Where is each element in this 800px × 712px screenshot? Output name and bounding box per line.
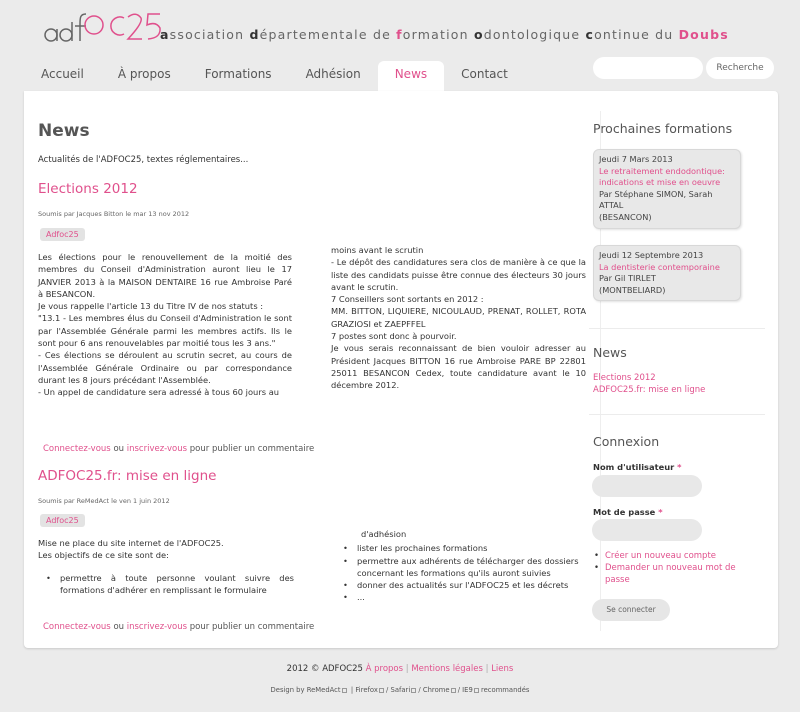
paragraph: Je vous serais reconnaissant de bien vouloir adresser au Président Jacques BITTON 16 rue Ambroise PARE BP 22801 25011 BESANCON Cedex, toute candidature avant le 10 décembre 2012. xyxy=(331,343,586,391)
external-link-icon xyxy=(379,688,384,693)
event-place: (MONTBELIARD) xyxy=(599,284,666,295)
list-item: • donner des actualités sur l'ADFOC25 et les décrets xyxy=(335,579,587,591)
tagline-word: départementale xyxy=(249,27,368,42)
tab-accueil[interactable]: Accueil xyxy=(41,67,84,81)
paragraph: d'adhésion xyxy=(361,529,407,539)
external-link-icon xyxy=(411,688,416,693)
list-item: • lister les prochaines formations xyxy=(335,542,587,554)
search-button[interactable]: Recherche xyxy=(706,57,774,79)
sidebar-divider xyxy=(589,414,765,415)
event-speaker: Par Stéphane SIMON, Sarah ATTAL xyxy=(599,188,713,211)
paragraph: 7 Conseillers sont sortants en 2012 : xyxy=(331,294,484,305)
article-body-col1 xyxy=(38,251,292,399)
article-title[interactable]: ADFOC25.fr: mise en ligne xyxy=(38,468,217,484)
event-place: (BESANCON) xyxy=(599,211,652,222)
browser-link[interactable]: Chrome xyxy=(422,686,450,694)
search-input[interactable] xyxy=(593,57,703,79)
main-nav xyxy=(24,61,525,91)
paragraph: moins avant le scrutin xyxy=(331,245,424,255)
paragraph: - Le dépôt des candidatures sera clos de manière à ce que la liste des candidats puisse être connue des électeurs 30 jours avant le scrutin. xyxy=(331,257,586,292)
upcoming-trainings-title: Prochaines formations xyxy=(593,121,733,136)
list-item: • permettre aux adhérents de télécharger des dossiers concernant les formations qu'ils auront suivies xyxy=(335,555,587,580)
login-title: Connexion xyxy=(593,434,660,449)
news-link[interactable]: Elections 2012 xyxy=(593,373,656,383)
paragraph: Les objectifs de ce site sont de: xyxy=(38,550,169,561)
news-link[interactable]: ADFOC25.fr: mise en ligne xyxy=(593,385,706,395)
article-body-col2 xyxy=(331,244,586,392)
comment-links: Connectez-vous ou inscrivez-vous pour publier un commentaire xyxy=(43,622,315,632)
objectives-list xyxy=(38,572,294,597)
paragraph: Les élections pour le renouvellement de la moitié des membres du Conseil d'Administration auront lieu le 17 JANVIER 2013 à la MAISON DENTAIRE 16 rue Ambroise Paré à BESANCON. xyxy=(38,252,292,299)
tab-formations[interactable]: Formations xyxy=(204,67,272,81)
paragraph: Mise ne place du site internet de l'ADFOC25. xyxy=(38,538,224,548)
article-tag[interactable]: Adfoc25 xyxy=(40,228,85,241)
footer-link[interactable]: Liens xyxy=(491,664,514,674)
event-card[interactable] xyxy=(593,149,741,229)
paragraph: Je vous rappelle l'article 13 du Titre IV de nos statuts : xyxy=(38,301,264,312)
article-body-col2 xyxy=(335,528,587,604)
tagline-word: du xyxy=(655,27,674,42)
copyright: 2012 © ADFOC25 xyxy=(286,664,363,674)
article-title[interactable]: Elections 2012 xyxy=(38,181,138,197)
external-link-icon xyxy=(474,688,479,693)
designer-link[interactable]: ReMedAct xyxy=(306,686,341,694)
password-label: Mot de passe * xyxy=(593,507,663,517)
browser-link[interactable]: Firefox xyxy=(355,686,378,694)
page-intro: Actualités de l'ADFOC25, textes réglementaires... xyxy=(38,155,249,165)
create-account-link[interactable]: Créer un nouveau compte xyxy=(605,551,717,561)
site-tagline xyxy=(160,27,729,42)
footer-link[interactable]: À propos xyxy=(365,664,404,674)
tagline-word: formation xyxy=(396,27,469,42)
page-title: News xyxy=(38,121,90,141)
password-input[interactable] xyxy=(592,519,702,541)
objectives-list xyxy=(335,542,587,603)
event-title: Le retraitement endodontique: indications et mise en oeuvre xyxy=(599,165,725,188)
sidebar-news-title: News xyxy=(593,345,627,360)
register-link[interactable]: inscrivez-vous xyxy=(126,444,188,454)
sidebar-divider xyxy=(589,328,765,329)
external-link-icon xyxy=(342,688,347,693)
article-submitted: Soumis par Jacques Bitton le mar 13 nov 2012 xyxy=(38,210,190,218)
article-tag[interactable]: Adfoc25 xyxy=(40,514,85,527)
tab-adhesion[interactable]: Adhésion xyxy=(305,67,361,81)
article-body-col1 xyxy=(38,537,294,596)
tagline-word: de xyxy=(372,27,391,42)
paragraph: 7 postes sont donc à pourvoir. xyxy=(331,331,457,342)
tagline-word: association xyxy=(160,27,245,42)
paragraph: "13.1 - Les membres élus du Conseil d'Administration le sont par l'Assemblée Générale parmi les membres actifs. Ils le sont pour 6 ans renouvelables par moitié tous les 3 ans." xyxy=(38,313,292,349)
register-link[interactable]: inscrivez-vous xyxy=(126,622,188,632)
paragraph: MM. BITTON, LIQUIERE, NICOULAUD, PRENAT, ROLLET, ROTA GRAZIOSI et ZAEPFFEL xyxy=(331,306,586,329)
account-links xyxy=(592,550,742,586)
tagline-word: continue xyxy=(585,27,650,42)
request-password-link[interactable]: Demander un nouveau mot de passe xyxy=(605,563,736,585)
footer-links: 2012 © ADFOC25 À propos | Mentions légales | Liens xyxy=(286,664,514,674)
external-link-icon xyxy=(451,688,456,693)
username-label: Nom d'utilisateur * xyxy=(593,462,682,472)
comment-links: Connectez-vous ou inscrivez-vous pour publier un commentaire xyxy=(43,444,315,454)
login-link[interactable]: Connectez-vous xyxy=(43,444,111,454)
tab-a-propos[interactable]: À propos xyxy=(117,67,171,81)
event-date: Jeudi 7 Mars 2013 xyxy=(599,154,673,164)
event-title: La dentisterie contemporaine xyxy=(599,261,720,272)
event-date: Jeudi 12 Septembre 2013 xyxy=(599,250,704,260)
site-logo[interactable] xyxy=(44,12,162,46)
tab-contact[interactable]: Contact xyxy=(461,67,508,81)
username-input[interactable] xyxy=(592,475,702,497)
browser-link[interactable]: IE9 xyxy=(462,686,473,694)
footer-link[interactable]: Mentions légales xyxy=(411,664,483,674)
article-submitted: Soumis par ReMedAct le ven 1 juin 2012 xyxy=(38,497,170,505)
event-speaker: Par Gil TIRLET xyxy=(599,273,656,284)
list-item: • permettre à toute personne voulant suivre des formations d'adhérer en remplissant le formulaire xyxy=(38,572,294,597)
list-item: • ... xyxy=(335,591,587,603)
footer-credits: Design by ReMedAct | Firefox / Safari / Chrome / IE9 recommandés xyxy=(270,686,530,694)
event-card[interactable] xyxy=(593,245,741,301)
login-submit-button[interactable]: Se connecter xyxy=(592,599,670,621)
paragraph: - Ces élections se déroulent au scrutin secret, au cours de l'Assemblée Générale Ordinaire ou par correspondance durant les 8 jours précédant l'Assemblée. xyxy=(38,350,292,385)
tagline-word: Doubs xyxy=(678,27,729,42)
tab-news[interactable]: News xyxy=(378,61,444,91)
browser-link[interactable]: Safari xyxy=(390,686,411,694)
tagline-word: odontologique xyxy=(473,27,581,42)
login-link[interactable]: Connectez-vous xyxy=(43,622,111,632)
paragraph: - Un appel de candidature sera adressé à tous 60 jours au xyxy=(38,387,280,398)
